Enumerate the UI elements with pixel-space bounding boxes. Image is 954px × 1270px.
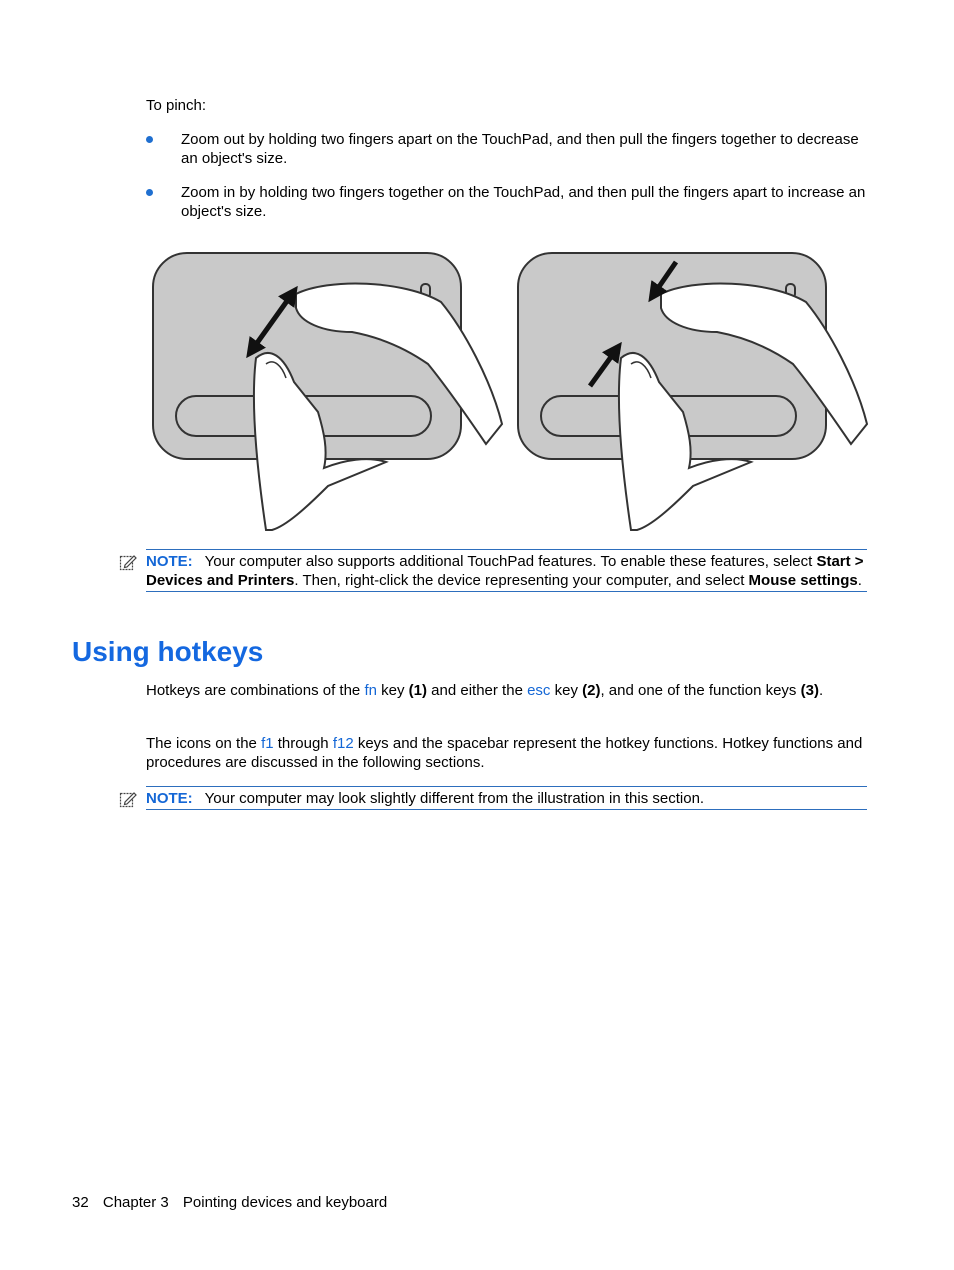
note-box [146, 786, 867, 810]
list-item [146, 183, 868, 221]
note-pencil-icon [119, 790, 137, 808]
intro-text: To pinch: [146, 97, 207, 114]
note-box [146, 549, 867, 592]
touchpad-zoom-in-graphic [518, 253, 867, 530]
icons-paragraph [146, 734, 868, 772]
hotkeys-paragraph [146, 681, 868, 700]
note-label: NOTE: [146, 553, 193, 570]
para-text: . [818, 682, 824, 699]
pinch-illustration [146, 246, 868, 531]
menu-path: Start > Devices and Printers [146, 553, 864, 589]
chapter-title: Pointing devices and keyboard [182, 1194, 388, 1211]
para-text: through [277, 735, 329, 752]
key-fn: fn [364, 682, 377, 699]
page-footer [72, 1193, 397, 1212]
menu-item: Mouse settings [748, 572, 858, 589]
page-number: 32 [72, 1194, 89, 1211]
note-pencil-icon [119, 553, 137, 571]
para-text: key [381, 682, 405, 699]
para-text: Hotkeys are combinations of the [146, 682, 361, 699]
key-esc: esc [527, 682, 551, 699]
list-item [146, 130, 868, 168]
key-f1: f1 [261, 735, 274, 752]
note-text: . [857, 572, 862, 589]
note-text: Your computer may look slightly different from the illustration in this section. [204, 790, 705, 807]
bullet-icon [146, 189, 153, 196]
chapter-label: Chapter 3 [102, 1194, 169, 1211]
para-text: key [554, 682, 578, 699]
section-heading: Using hotkeys [72, 636, 264, 667]
note-text: . Then, right-click the device representing your computer, and select [294, 572, 745, 589]
touchpad-zoom-out-graphic [153, 253, 502, 530]
bullet-icon [146, 136, 153, 143]
bullet-text: Zoom out by holding two fingers apart on the TouchPad, and then pull the fingers together to decrease an object's size. [181, 131, 859, 167]
note-label: NOTE: [146, 790, 193, 807]
para-text: keys and the spacebar represent the hotkey functions. Hotkey functions and procedures are discussed in the following sections. [146, 735, 863, 771]
bullet-text: Zoom in by holding two fingers together on the TouchPad, and then pull the fingers apart to increase an object's size. [181, 184, 866, 220]
callout-1: (1) [408, 682, 427, 699]
callout-3: (3) [800, 682, 819, 699]
para-text: , and one of the function keys [600, 682, 797, 699]
key-f12: f12 [332, 735, 354, 752]
para-text: The icons on the [146, 735, 257, 752]
para-text: and either the [431, 682, 523, 699]
callout-2: (2) [582, 682, 601, 699]
note-text: Your computer also supports additional TouchPad features. To enable these features, select [204, 553, 813, 570]
